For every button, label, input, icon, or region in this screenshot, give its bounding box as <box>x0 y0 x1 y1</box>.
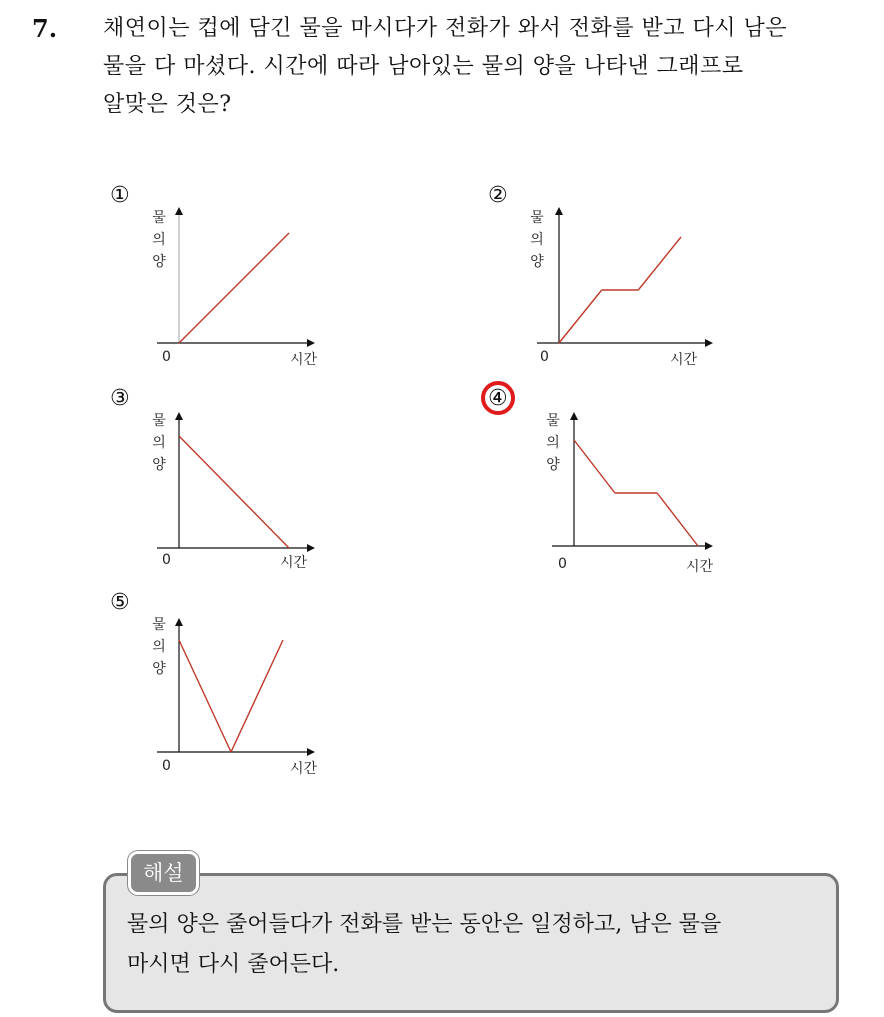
x-axis-label: 시간 <box>280 555 308 571</box>
option-4-label: ④ <box>488 386 508 411</box>
y-axis-label-char: 의 <box>152 639 166 655</box>
option-4-graph[interactable] <box>488 388 748 578</box>
option-5-graph[interactable] <box>110 592 370 782</box>
question-number: 7. <box>32 14 58 43</box>
graph-plot <box>488 388 748 578</box>
y-axis-label-char: 의 <box>152 232 166 248</box>
y-axis-label-char: 물 <box>152 210 166 226</box>
question-line: 물을 다 마셨다. 시간에 따라 남아있는 물의 양을 나타낸 그래프로 <box>103 54 744 79</box>
origin-label: 0 <box>540 349 549 365</box>
explanation-line: 마시면 다시 줄어든다. <box>127 952 340 977</box>
x-axis-label: 시간 <box>290 761 318 777</box>
y-axis-label-char: 양 <box>152 457 166 473</box>
explanation-tab: 해설 <box>128 851 199 895</box>
option-1-graph[interactable] <box>110 185 370 375</box>
graph-plot <box>488 185 748 375</box>
option-5-number: ⑤ <box>110 590 130 615</box>
graph-line-segment <box>638 237 681 290</box>
y-axis-label-char: 물 <box>530 210 544 226</box>
origin-label: 0 <box>162 349 171 365</box>
x-axis-arrow-icon <box>307 748 315 756</box>
graph-plot <box>110 185 370 375</box>
option-1-number: ① <box>110 183 130 208</box>
y-axis-label-char: 양 <box>530 254 544 270</box>
origin-label: 0 <box>162 758 171 774</box>
y-axis-arrow-icon <box>555 207 563 215</box>
origin-label: 0 <box>558 556 567 572</box>
graph-line-segment <box>179 233 289 343</box>
y-axis-arrow-icon <box>175 618 183 626</box>
graph-line-segment <box>559 290 602 343</box>
y-axis-arrow-icon <box>175 207 183 215</box>
x-axis-arrow-icon <box>705 542 713 550</box>
y-axis-label-char: 물 <box>152 413 166 429</box>
option-3-graph[interactable] <box>110 388 370 578</box>
graph-line-segment <box>574 440 615 493</box>
origin-label: 0 <box>162 552 171 568</box>
y-axis-label-char: 의 <box>530 232 544 248</box>
y-axis-label-char: 양 <box>546 457 560 473</box>
question-line: 채연이는 컵에 담긴 물을 마시다가 전화가 와서 전화를 받고 다시 남은 <box>103 16 787 41</box>
graph-line-segment <box>657 493 698 546</box>
graph-line-segment <box>179 436 289 548</box>
x-axis-label: 시간 <box>290 352 318 368</box>
graph-line-segment <box>179 640 231 752</box>
question-line: 알맞은 것은? <box>103 92 232 117</box>
option-2-graph[interactable] <box>488 185 748 375</box>
x-axis-arrow-icon <box>705 339 713 347</box>
y-axis-arrow-icon <box>570 412 578 420</box>
x-axis-arrow-icon <box>307 544 315 552</box>
y-axis-label-char: 양 <box>152 661 166 677</box>
y-axis-label-char: 물 <box>152 617 166 633</box>
option-2-number: ② <box>488 183 508 208</box>
question-text <box>103 10 863 124</box>
explanation-line: 물의 양은 줄어들다가 전화를 받는 동안은 일정하고, 남은 물을 <box>127 912 722 937</box>
graph-line-segment <box>231 640 283 752</box>
y-axis-arrow-icon <box>175 412 183 420</box>
x-axis-arrow-icon <box>307 339 315 347</box>
y-axis-label-char: 물 <box>546 413 560 429</box>
y-axis-label-char: 의 <box>546 435 560 451</box>
graph-plot <box>110 388 370 578</box>
explanation-text <box>127 905 827 985</box>
x-axis-label: 시간 <box>670 352 698 368</box>
graph-plot <box>110 592 370 782</box>
y-axis-label-char: 의 <box>152 435 166 451</box>
y-axis-label-char: 양 <box>152 254 166 270</box>
x-axis-label: 시간 <box>686 559 714 575</box>
option-3-number: ③ <box>110 386 130 411</box>
